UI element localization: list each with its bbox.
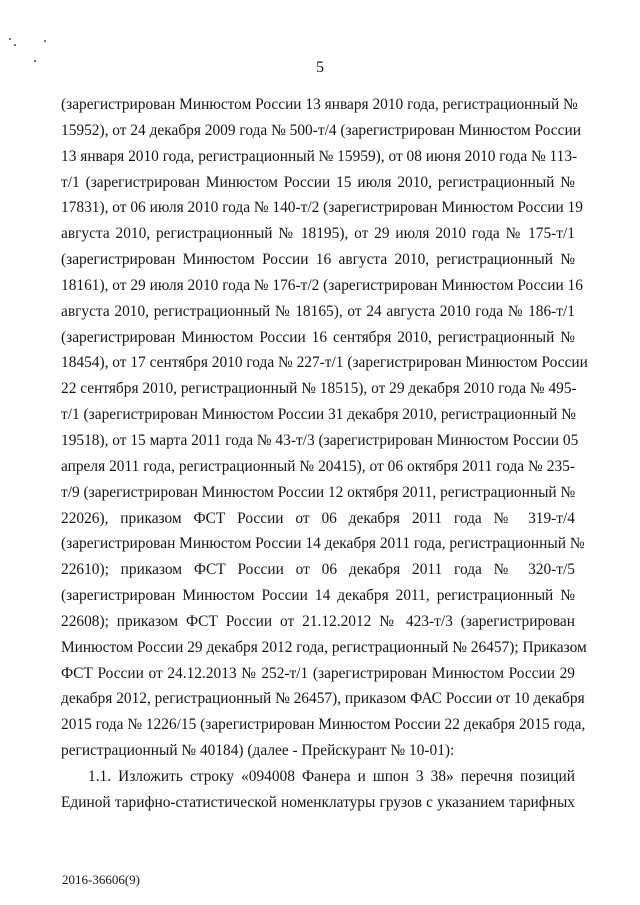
text-line: 22608); приказом ФСТ России от 21.12.2012 № 423-т/3 (зарегистрирован: [61, 612, 575, 630]
text-line: 15952), от 24 декабря 2009 года № 500-т/4 (зарегистрирован Минюстом России: [61, 121, 581, 139]
scan-speck: [9, 38, 11, 40]
text-line: 19518), от 15 марта 2011 года № 43-т/3 (зарегистрирован Минюстом России 05: [61, 431, 579, 449]
text-line: 13 января 2010 года, регистрационный № 15959), от 08 июня 2010 года № 113-: [61, 147, 578, 165]
text-line: 22610); приказом ФСТ России от 06 декабря 2011 года № 320-т/5: [61, 561, 575, 579]
text-line: 18454), от 17 сентября 2010 года № 227-т/1 (зарегистрирован Минюстом России: [61, 354, 588, 372]
text-line: т/9 (зарегистрирован Минюстом России 12 октября 2011, регистрационный №: [61, 483, 576, 501]
text-line: 22 сентября 2010, регистрационный № 18515), от 29 декабря 2010 года № 495-: [61, 380, 577, 398]
text-line: 17831), от 06 июля 2010 года № 140-т/2 (зарегистрирован Минюстом России 19: [61, 199, 583, 217]
text-line: т/1 (зарегистрирован Минюстом России 31 декабря 2010, регистрационный №: [61, 406, 576, 424]
page-number: 5: [316, 59, 324, 76]
text-line: 1.1. Изложить строку «094008 Фанера и шпон 3 38» перечня позиций: [88, 767, 575, 785]
text-line: августа 2010, регистрационный № 18165), от 24 августа 2010 года № 186-т/1: [61, 302, 575, 320]
text-line: Единой тарифно-статистической номенклатуры грузов с указанием тарифных: [61, 793, 575, 811]
text-line: ФСТ России от 24.12.2013 № 252-т/1 (зарегистрирован Минюстом России 29: [61, 664, 575, 682]
text-line: (зарегистрирован Минюстом России 14 декабря 2011 года, регистрационный №: [61, 535, 585, 553]
text-line: апреля 2011 года, регистрационный № 20415), от 06 октября 2011 года № 235-: [61, 457, 575, 475]
text-line: регистрационный № 40184) (далее - Прейскурант № 10-01):: [61, 742, 455, 760]
text-line: 22026), приказом ФСТ России от 06 декабря 2011 года № 319-т/4: [61, 509, 575, 527]
text-line: (зарегистрирован Минюстом России 16 сентября 2010, регистрационный №: [61, 328, 575, 346]
text-line: (зарегистрирован Минюстом России 16 августа 2010, регистрационный №: [61, 251, 575, 269]
scan-speck: [44, 40, 46, 42]
text-line: 18161), от 29 июля 2010 года № 176-т/2 (зарегистрирован Минюстом России 16: [61, 276, 583, 294]
body-text: [61, 92, 588, 816]
text-line: августа 2010, регистрационный № 18195), от 29 июля 2010 года № 175-т/1: [61, 225, 575, 243]
text-line: декабря 2012, регистрационный № 26457), приказом ФАС России от 10 декабря: [61, 690, 585, 708]
text-line: Минюстом России 29 декабря 2012 года, регистрационный № 26457); Приказом: [61, 638, 587, 656]
document-code: 2016-36606(9): [62, 872, 140, 887]
text-line: т/1 (зарегистрирован Минюстом России 15 июля 2010, регистрационный №: [61, 173, 575, 191]
text-line: 2015 года № 1226/15 (зарегистрирован Минюстом России 22 декабря 2015 года,: [61, 716, 586, 734]
text-line: (зарегистрирован Минюстом России 13 января 2010 года, регистрационный №: [61, 96, 578, 113]
text-line: (зарегистрирован Минюстом России 14 декабря 2011, регистрационный №: [61, 587, 575, 605]
scan-speck: [14, 44, 16, 46]
